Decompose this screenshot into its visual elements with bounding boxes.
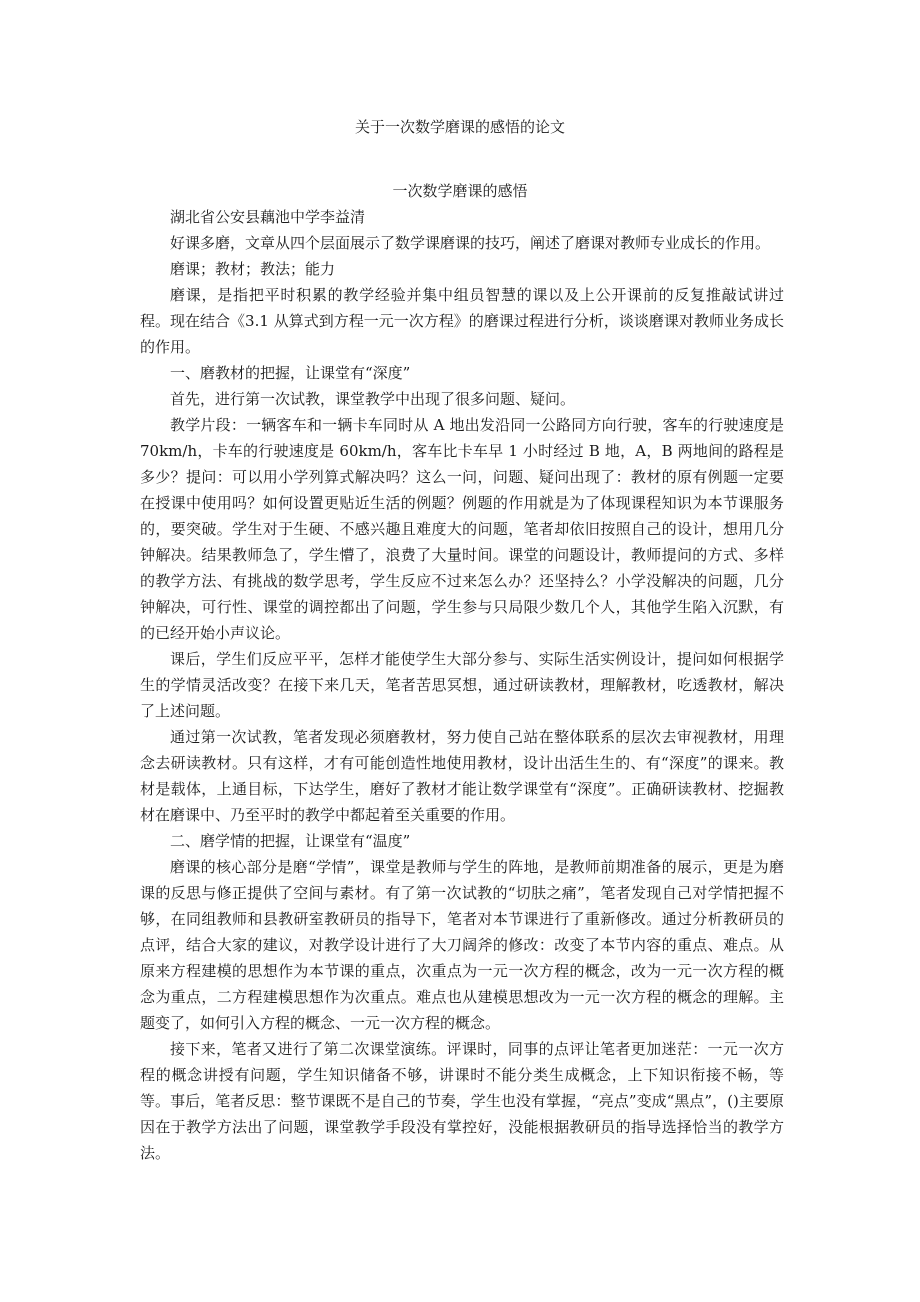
keywords-line: 磨课；教材；教法；能力 (170, 260, 336, 278)
section-heading: 二、磨学情的把握，让课堂有“温度” (170, 832, 411, 850)
article-title: 一次数学磨课的感悟 (392, 182, 528, 200)
body-paragraph: 磨课，是指把平时积累的教学经验并集中组员智慧的课以及上公开课前的反复推敲试讲过程。现在结合《3.1 从算式到方程一元一次方程》的磨课过程进行分析，谈谈磨课对教师业务成长的作用。 (140, 286, 784, 356)
body-paragraph: 首先，进行第一次试教，课堂教学中出现了很多问题、疑问。 (170, 390, 576, 408)
body-paragraph: 接下来，笔者又进行了第二次课堂演练。评课时，同事的点评让笔者更加迷茫：一元一次方程的概念讲授有问题，学生知识储备不够，讲课时不能分类生成概念，上下知识衔接不畅，等等。事后，笔者反思：整节课既不是自己的节奏，学生也没有掌握，“亮点”变成“黑点”，()主要原因在于教学方法出了问题，课堂教学手段没有掌控好，没能根据教研员的指导选择恰当的教学方法。 (140, 1040, 784, 1162)
abstract-paragraph: 好课多磨，文章从四个层面展示了数学课磨课的技巧，阐述了磨课对教师专业成长的作用。 (170, 234, 771, 252)
body-paragraph: 磨课的核心部分是磨“学情”，课堂是教师与学生的阵地，是教师前期准备的展示，更是为磨课的反思与修正提供了空间与素材。有了第一次试教的“切肤之痛”，笔者发现自己对学情把握不够，在同组教师和县教研室教研员的指导下，笔者对本节课进行了重新修改。通过分析教研员的点评，结合大家的建议，对教学设计进行了大刀阔斧的修改：改变了本节内容的重点、难点。从原来方程建模的思想作为本节课的重点，次重点为一元一次方程的概念，改为一元一次方程的概念为重点，二方程建模思想作为次重点。难点也从建模思想改为一元一次方程的概念的理解。主题变了，如何引入方程的概念、一元一次方程的概念。 (140, 858, 784, 1032)
article-body (140, 204, 784, 1166)
author-line: 湖北省公安县藕池中学李益清 (170, 208, 366, 226)
body-paragraph: 课后，学生们反应平平，怎样才能使学生大部分参与、实际生活实例设计，提问如何根据学生的学情灵活改变？在接下来几天，笔者苦思冥想，通过研读教材，理解教材，吃透教材，解决了上述问题。 (140, 650, 784, 720)
body-paragraph: 教学片段：一辆客车和一辆卡车同时从 A 地出发沿同一公路同方向行驶，客车的行驶速度是 70km/h，卡车的行驶速度是 60km/h，客车比卡车早 1 小时经过 B 地，A，B 两地间的路程是多少？提问：可以用小学列算式解决吗？这么一问，问题、疑问出现了：教材的原有例题一定要在授课中使用吗？如何设置更贴近生活的例题？例题的作用就是为了体现课程知识为本节课服务的，要突破。学生对于生硬、不感兴趣且难度大的问题，笔者却依旧按照自己的设计，想用几分钟解决。结果教师急了，学生懵了，浪费了大量时间。课堂的问题设计，教师提问的方式、多样的教学方法、有挑战的数学思考，学生反应不过来怎么办？还坚持么？小学没解决的问题，几分钟解决，可行性、课堂的调控都出了问题，学生参与只局限少数几个人，其他学生陷入沉默，有的已经开始小声议论。 (140, 416, 784, 642)
body-paragraph: 通过第一次试教，笔者发现必须磨教材，努力使自己站在整体联系的层次去审视教材，用理念去研读教材。只有这样，才有可能创造性地使用教材，设计出活生生的、有“深度”的课来。教材是载体，上通目标，下达学生，磨好了教材才能让数学课堂有“深度”。正确研读教材、挖掘教材在磨课中、乃至平时的教学中都起着至关重要的作用。 (140, 728, 784, 824)
section-heading: 一、磨教材的把握，让课堂有“深度” (170, 364, 411, 382)
document-title: 关于一次数学磨课的感悟的论文 (354, 118, 565, 136)
